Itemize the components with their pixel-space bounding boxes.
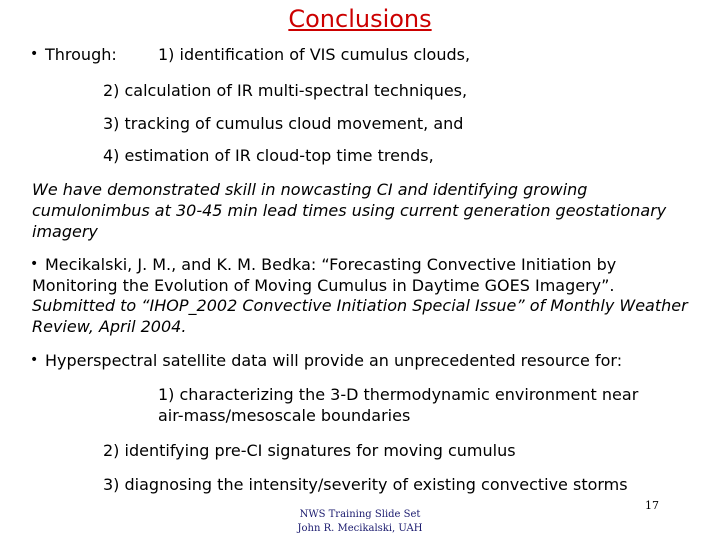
reference-line-2: Monitoring the Evolution of Moving Cumulus in Daytime GOES Imagery”. — [32, 276, 615, 295]
through-item-3: 3) tracking of cumulus cloud movement, and — [103, 114, 464, 133]
through-item-4: 4) estimation of IR cloud-top time trends, — [103, 146, 434, 165]
statement-line-2: cumulonimbus at 30-45 min lead times using current generation geostationary — [32, 201, 667, 220]
bullet-icon: • — [30, 256, 39, 272]
hyperspectral-item-1-line-2: air-mass/mesoscale boundaries — [158, 406, 411, 425]
through-item-1: 1) identification of VIS cumulus clouds, — [158, 45, 471, 64]
statement-line-1: We have demonstrated skill in nowcasting CI and identifying growing — [32, 180, 588, 199]
hyperspectral-item-3: 3) diagnosing the intensity/severity of existing convective storms — [103, 475, 628, 494]
hyperspectral-item-2: 2) identifying pre-CI signatures for moving cumulus — [103, 441, 516, 460]
slide-title: Conclusions — [288, 5, 432, 33]
footer-line-2: John R. Mecikalski, UAH — [297, 523, 423, 534]
through-label: Through: — [45, 45, 117, 64]
reference-line-1: Mecikalski, J. M., and K. M. Bedka: “Forecasting Convective Initiation by — [45, 255, 617, 274]
hyperspectral-intro: Hyperspectral satellite data will provide an unprecedented resource for: — [45, 351, 623, 370]
submission-line-1: Submitted to “IHOP_2002 Convective Initiation Special Issue” of Monthly Weather — [32, 296, 688, 315]
bullet-icon: • — [30, 46, 39, 62]
bullet-icon: • — [30, 352, 39, 368]
footer-line-1: NWS Training Slide Set — [299, 509, 421, 520]
submission-line-2: Review, April 2004. — [32, 317, 187, 336]
hyperspectral-item-1-line-1: 1) characterizing the 3-D thermodynamic environment near — [158, 385, 639, 404]
page-number: 17 — [645, 499, 659, 512]
statement-line-3: imagery — [32, 222, 98, 241]
through-item-2: 2) calculation of IR multi-spectral techniques, — [103, 81, 468, 100]
